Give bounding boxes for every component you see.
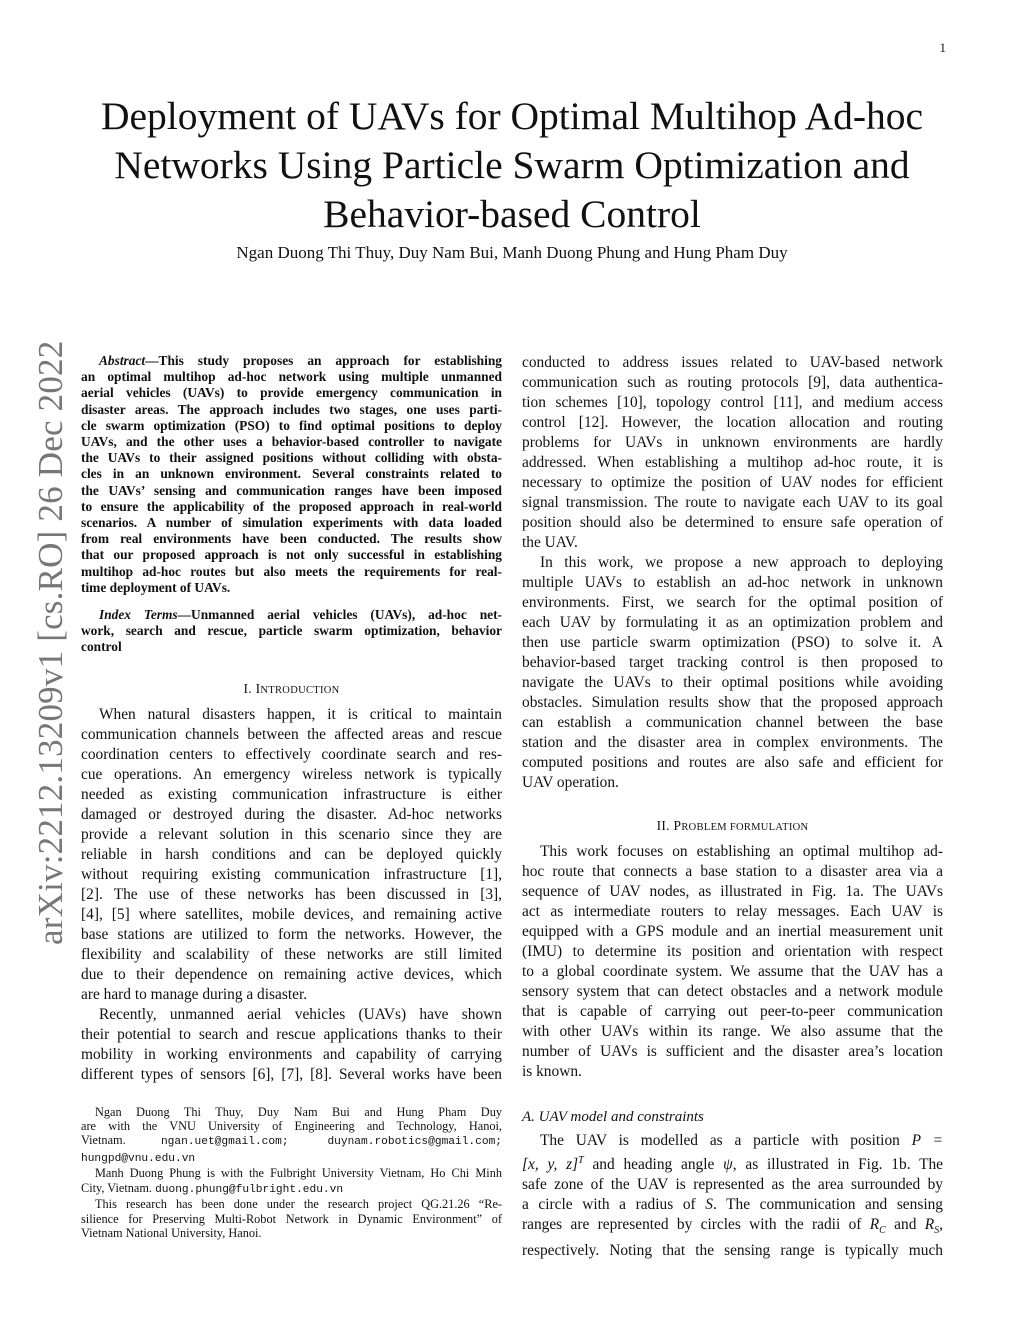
- author-email: hungpd@vnu.edu.vn: [81, 1152, 196, 1165]
- intro-paragraph-2: [81, 1005, 502, 1085]
- abstract-line: the UAVs to their assigned positions without colliding with obsta-: [81, 450, 502, 466]
- text-line: provide a relevant solution in this scenario since they are: [81, 825, 502, 843]
- text-line: that is capable of carrying out peer-to-peer communication: [522, 1003, 943, 1020]
- text-line: needed as existing communication infrastructure is either: [81, 785, 502, 803]
- text-line: (IMU) to determine its position and orientation with respect: [522, 943, 943, 960]
- intro-paragraph-1: [81, 705, 502, 1005]
- math-subscript: C: [879, 1225, 886, 1237]
- text-line: flexibility and scalability of these networks are still limited: [81, 945, 502, 963]
- author-list: Ngan Duong Thi Thuy, Duy Nam Bui, Manh Duong Phung and Hung Pham Duy: [236, 243, 788, 262]
- abstract-line: aerial vehicles (UAVs) to provide emergency communication in: [81, 385, 502, 401]
- text-line: addressed. When establishing a multihop ad-hoc route, it is: [522, 454, 943, 471]
- text-line: base stations are utilized to form the networks. However, the: [81, 925, 502, 943]
- footnote-line: Ngan Duong Thi Thuy, Duy Nam Bui and Hung Pham Duy: [95, 1104, 502, 1119]
- text-line: obstacles. Simulation results show that the proposed approach: [522, 694, 943, 711]
- index-terms-line: work, search and rescue, particle swarm optimization, behavior: [81, 623, 502, 639]
- text-line: station and the disaster area in complex environments. The: [522, 734, 943, 751]
- text-line: number of UAVs is sufficient and the disaster area’s location: [522, 1043, 943, 1060]
- abstract-line: time deployment of UAVs.: [81, 579, 231, 595]
- abstract-label: Abstract: [99, 353, 146, 368]
- footnote-line: [81, 1181, 502, 1197]
- text-line: each UAV by formulating it as an optimization problem and: [522, 614, 943, 631]
- left-column: [81, 353, 502, 1240]
- footnote-line: are with the VNU University of Engineering and Technology, Hanoi,: [81, 1119, 502, 1134]
- text-line: damaged or destroyed during the disaster. Ad-hoc networks: [81, 805, 502, 823]
- text-span: a circle with a radius of: [522, 1196, 706, 1214]
- text-line: their potential to search and rescue applications thanks to their: [81, 1025, 502, 1043]
- abstract-line: disaster areas. The approach includes two stages, one uses parti-: [81, 401, 502, 417]
- section-rest: NTRODUCTION: [260, 684, 340, 696]
- text-span: and heading angle: [583, 1156, 724, 1174]
- text-span: The UAV is modelled as a particle with position: [540, 1132, 912, 1149]
- math-expression: [x, y, z]: [522, 1156, 579, 1174]
- text-line: coordination centers to effectively coordinate search and res-: [81, 745, 502, 763]
- abstract-line: from real environments have been conducted. The results show: [81, 531, 502, 547]
- text-line: communication channels between the affected areas and rescue: [81, 725, 502, 743]
- text-line: [2]. The use of these networks has been discussed in [3],: [81, 885, 502, 903]
- text-line: conducted to address issues related to UAV-based network: [522, 354, 943, 371]
- text-line: mobility in working environments and capability of carrying: [81, 1045, 502, 1063]
- text-line: with other UAVs within its range. We also assume that the: [522, 1023, 943, 1040]
- abstract-first-line: Abstract—This study proposes an approach for establishing: [99, 353, 502, 368]
- section-rest: ROBLEM FORMULATION: [681, 822, 809, 833]
- footnotes: [81, 1105, 502, 1241]
- abstract-line: This study proposes an approach for establishing: [158, 353, 502, 368]
- text-line: necessary to optimize the position of UAV nodes for efficient: [522, 474, 943, 491]
- abstract-line: scenarios. A number of simulation experiments with data loaded: [81, 515, 502, 531]
- text-line: multiple UAVs to establish an ad-hoc network in unknown: [522, 574, 943, 591]
- text-line: different types of sensors [6], [7], [8]. Several works have been: [81, 1065, 502, 1083]
- abstract-line: to ensure the applicability of the proposed approach in real-world: [81, 498, 502, 514]
- footnote-line: Vietnam National University, Hanoi.: [81, 1225, 262, 1240]
- text-line: equipped with a GPS module and an inertial measurement unit: [522, 923, 943, 940]
- section-heading-problem-formulation: [522, 817, 943, 837]
- text-line: the UAV.: [522, 534, 578, 551]
- paper-title: [40, 92, 984, 239]
- footnote-text: Vietnam.: [81, 1133, 161, 1148]
- math-subscript: S: [934, 1225, 940, 1237]
- footnote-line: This research has been done under the research project QG.21.26 “Re-: [95, 1197, 502, 1212]
- right-paragraph-1: [522, 353, 943, 553]
- index-terms-line: control: [81, 639, 122, 655]
- abstract-line: an optimal multihop ad-hoc network using multiple unmanned: [81, 369, 502, 385]
- text-line: cue operations. An emergency wireless network is typically: [81, 765, 502, 783]
- text-line: UAV operation.: [522, 774, 619, 791]
- footnote-text: City, Vietnam.: [81, 1180, 156, 1195]
- footnote-line: silience for Preserving Multi-Robot Network in Dynamic Environment” of: [81, 1211, 502, 1226]
- text-line: is known.: [522, 1063, 582, 1080]
- text-line: [4], [5] where satellites, mobile devices, and remaining active: [81, 905, 502, 923]
- index-terms-line: Unmanned aerial vehicles (UAVs), ad-hoc net-: [191, 607, 502, 623]
- text-line: reliable in harsh conditions and can be deployed quickly: [81, 845, 502, 863]
- abstract-line: that our proposed approach is not only successful in establishing: [81, 547, 502, 563]
- math-symbol: ψ: [723, 1156, 733, 1174]
- abstract-line: cle swarm optimization (PSO) to find optimal positions to deploy: [81, 417, 502, 433]
- text-line: This work focuses on establishing an optimal multihop ad-: [540, 843, 943, 860]
- index-terms: [81, 607, 502, 656]
- math-superscript: T: [578, 1155, 584, 1166]
- text-span: , as illustrated in Fig. 1b. The: [732, 1156, 943, 1174]
- text-line: to a global coordinate system. We assume that the UAV has a: [522, 963, 943, 980]
- right-column: [522, 353, 943, 1261]
- title-line: Deployment of UAVs for Optimal Multihop Ad-hoc: [100, 94, 924, 138]
- right-paragraph-4: [522, 1131, 943, 1261]
- text-span: . The communication and sensing: [712, 1196, 943, 1214]
- text-line: without requiring existing communication infrastructure [1],: [81, 865, 502, 883]
- index-terms-first-line: Index Terms—Unmanned aerial vehicles (UAVs), ad-hoc net-: [99, 607, 502, 623]
- text-line: [522, 1151, 943, 1175]
- text-line: [522, 1195, 943, 1215]
- author-email: duong.phung@fulbright.edu.vn: [155, 1183, 344, 1196]
- index-terms-label: Index Terms: [99, 607, 178, 623]
- text-span: ,: [939, 1216, 943, 1234]
- subsection-heading-uav-model: A. UAV model and constraints: [522, 1109, 704, 1125]
- abstract-line: UAVs, and the other uses a behavior-based controller to navigate: [81, 434, 502, 450]
- text-line: signal transmission. The route to navigate each UAV to its goal: [522, 494, 943, 511]
- math-expression: P =: [911, 1132, 943, 1149]
- page-number: 1: [939, 40, 946, 55]
- text-line: are hard to manage during a disaster.: [81, 985, 308, 1003]
- text-line: hoc route that connects a base station to a disaster area via a: [522, 863, 943, 880]
- text-span: and: [885, 1216, 925, 1234]
- text-line: position should also be determined to ensure safe operation of: [522, 514, 943, 531]
- text-line: [522, 1215, 943, 1241]
- text-line: safe zone of the UAV is represented as the area surrounded by: [522, 1176, 943, 1194]
- text-line: sensory system that can detect obstacles and a network module: [522, 983, 943, 1000]
- text-line: then use particle swarm optimization (PSO) to solve it. A: [522, 634, 943, 651]
- footnote-line: [81, 1133, 502, 1149]
- text-line: computed positions and routes are also safe and efficient for: [522, 754, 943, 771]
- text-line: communication such as routing protocols [9], data authentica-: [522, 374, 943, 391]
- text-line: environments. First, we search for the optimal position of: [522, 594, 943, 611]
- footnote-line: [81, 1150, 502, 1166]
- section-cap: P: [673, 818, 682, 833]
- text-line: sequence of UAV nodes, as illustrated in Fig. 1a. The UAVs: [522, 883, 943, 900]
- right-paragraph-3: [522, 842, 943, 1082]
- section-cap: I: [255, 680, 261, 696]
- footnote-line: Manh Duong Phung is with the Fulbright University Vietnam, Ho Chi Minh: [95, 1166, 502, 1181]
- arxiv-stamp: arXiv:2212.13209v1 [cs.RO] 26 Dec 2022: [31, 340, 70, 945]
- text-span: ranges are represented by circles with the radii of: [522, 1216, 870, 1234]
- text-line: When natural disasters happen, it is critical to maintain: [99, 705, 502, 723]
- text-line: can establish a communication channel between the base: [522, 714, 943, 731]
- text-line: In this work, we propose a new approach to deploying: [540, 554, 943, 571]
- text-line: navigate the UAVs to their optimal positions while avoiding: [522, 674, 943, 691]
- text-line: act as intermediate routers to relay messages. Each UAV is: [522, 903, 943, 920]
- text-line: due to their dependence on remaining active devices, which: [81, 965, 502, 983]
- text-line: problems for UAVs in unknown environments are hardly: [522, 434, 943, 451]
- section-heading-introduction: [81, 680, 502, 700]
- text-line: tion schemes [10], topology control [11], and medium access: [522, 394, 943, 411]
- abstract-line: cles in an unknown environment. Several constraints related to: [81, 466, 502, 482]
- math-symbol: R: [869, 1216, 880, 1234]
- title-line: Networks Using Particle Swarm Optimization and: [114, 143, 910, 187]
- title-line: Behavior-based Control: [323, 192, 701, 236]
- abstract: [81, 353, 502, 596]
- text-line: [522, 1131, 943, 1151]
- math-symbol: S: [705, 1196, 713, 1214]
- section-numeral: I.: [243, 680, 252, 696]
- abstract-line: the UAVs’ sensing and communication ranges have been imposed: [81, 482, 502, 498]
- section-numeral: II.: [656, 818, 670, 833]
- author-emails: ngan.uet@gmail.com; duynam.robotics@gmail.com;: [160, 1136, 502, 1149]
- text-line: control [12]. However, the location allocation and routing: [522, 414, 943, 431]
- text-line: Recently, unmanned aerial vehicles (UAVs) have shown: [99, 1005, 502, 1023]
- abstract-line: multihop ad-hoc routes but also meets the requirements for real-: [81, 563, 502, 579]
- text-line: behavior-based target tracking control is then proposed to: [522, 654, 943, 671]
- math-symbol: R: [924, 1216, 935, 1234]
- text-line: respectively. Noting that the sensing range is typically much: [522, 1242, 943, 1260]
- right-paragraph-2: [522, 553, 943, 793]
